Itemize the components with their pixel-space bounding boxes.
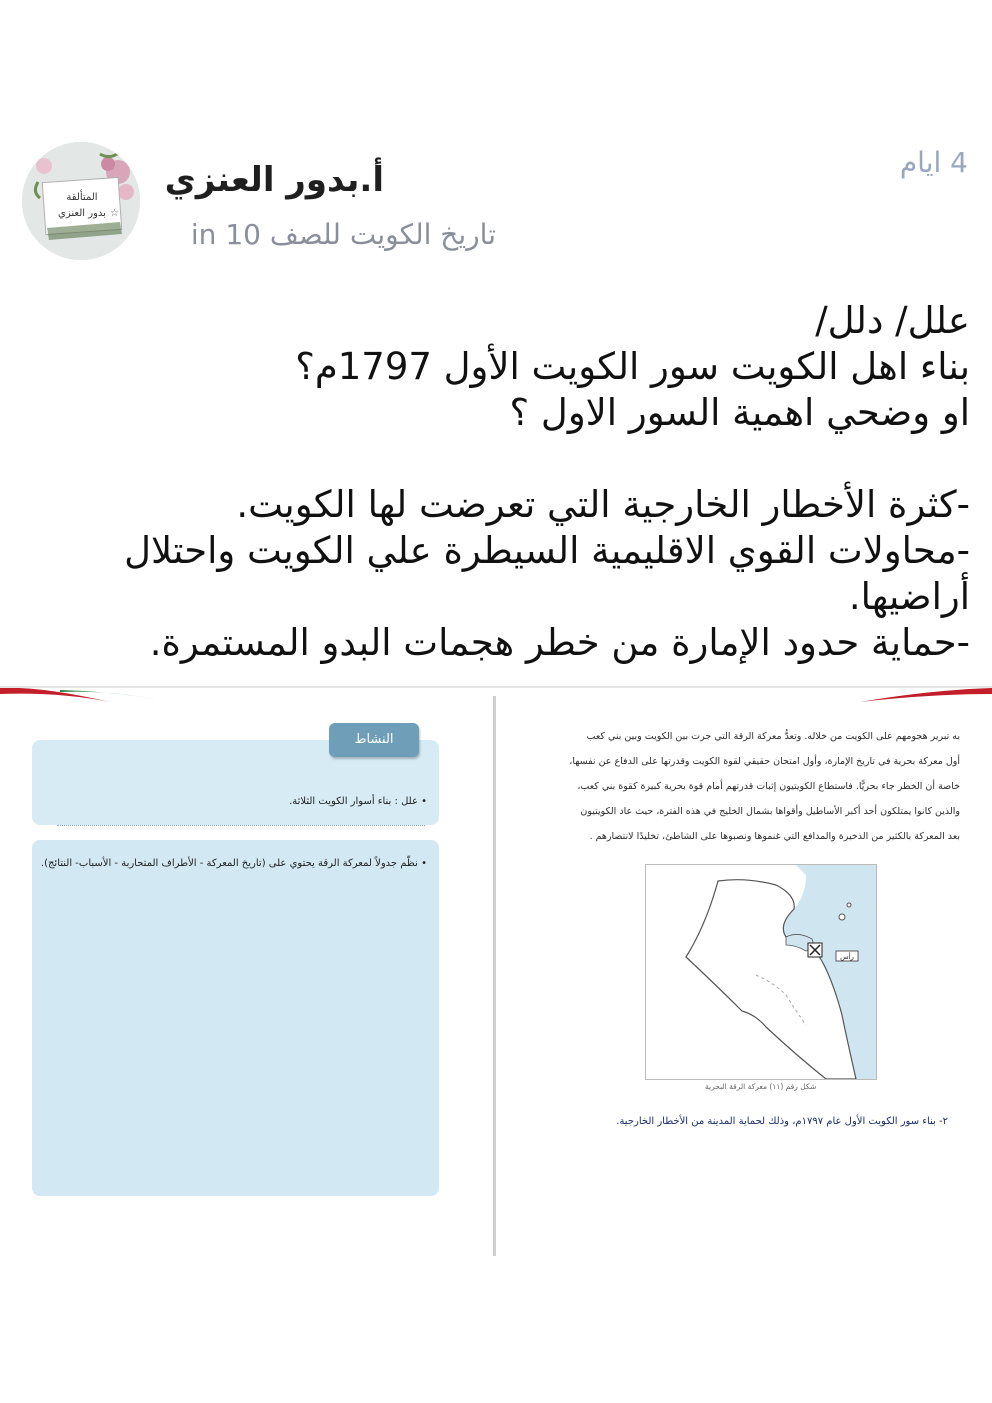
post-line: -حماية حدود الإمارة من خطر هجمات البدو المستمرة. (149, 621, 970, 664)
paragraph-line: والذين كانوا يمتلكون أحد أكبر الأساطيل وأقواها بشمال الخليج في هذه الفترة، حيث عاد الكويتيون (580, 806, 960, 817)
post-line: -كثرة الأخطار الخارجية التي تعرضت لها الكويت. (236, 483, 970, 526)
author-name[interactable]: أ.بدور العنزي (164, 160, 384, 200)
map-graphic (646, 865, 876, 1079)
svg-text:رأس: رأس (840, 953, 854, 961)
flag-ribbon (0, 686, 992, 708)
post-line: علل/ دلل/ (815, 299, 970, 342)
post-time: 4 ايام (899, 146, 968, 179)
paragraph-line: خاصة أن الخطر جاء بحريًّا. فاستطاع الكويتيون إثبات قدرتهم أمام قوة بحرية كبيرة كقوة بني كعب، (577, 781, 960, 792)
left-page (20, 716, 460, 1206)
avatar[interactable] (22, 142, 140, 260)
activity-tab: النشاط (329, 723, 419, 757)
post-line: او وضحي اهمية السور الاول ؟ (509, 391, 970, 434)
post-body (70, 298, 970, 666)
svg-text:المتألقة: المتألقة (66, 192, 98, 203)
post-line: بناء اهل الكويت سور الكويت الأول 1797م؟ (295, 345, 970, 388)
right-page (500, 716, 970, 1236)
avatar-image (22, 142, 140, 260)
activity-box-2 (32, 840, 439, 1196)
textbook-paragraph (540, 724, 960, 849)
map-caption: شكل رقم (١١) معركة الرقة البحرية (705, 1082, 817, 1091)
group-name[interactable]: تاريخ الكويت للصف 10 in (190, 218, 496, 251)
textbook-point-2: ٢- بناء سور الكويت الأول عام ١٧٩٧م، وذلك لحماية المدينة من الأخطار الخارجية. (616, 1116, 948, 1127)
post-line: -محاولات القوي الاقليمية السيطرة علي الكويت واحتلال أراضيها. (124, 529, 970, 618)
page-divider (493, 696, 496, 1256)
post-blank-line (70, 436, 970, 482)
paragraph-line: أول معركة بحرية في تاريخ الإمارة، وأول امتحان حقيقي لقوة الكويت وقدرتها على الدفاع عن نفسها، (569, 756, 960, 767)
attached-book-image[interactable] (0, 686, 992, 1264)
kuwait-map (645, 864, 877, 1080)
star-icon: ☆ (110, 208, 119, 219)
paragraph-line: بعد المعركة بالكثير من الذخيرة والمدافع التي غنموها ونصبوها على الشاطئ، تخليدًا لانتصارهم . (589, 831, 960, 842)
paragraph-line: به تبرير هجومهم على الكويت من خلاله. وتعدُّ معركة الرقة التي جرت بين الكويت وبين بني كعب (586, 731, 960, 742)
activity-question-2: • نظّم جدولاً لمعركة الرقة يحتوي على (تاريخ المعركة - الأطراف المتحاربة - الأسباب- النتائج). (40, 858, 427, 869)
activity-question-1: • علل : بناء أسوار الكويت الثلاثة. (289, 796, 427, 807)
svg-text:بدور العنزي: بدور العنزي (58, 208, 106, 219)
post-header (0, 130, 992, 270)
answer-line (57, 825, 425, 826)
